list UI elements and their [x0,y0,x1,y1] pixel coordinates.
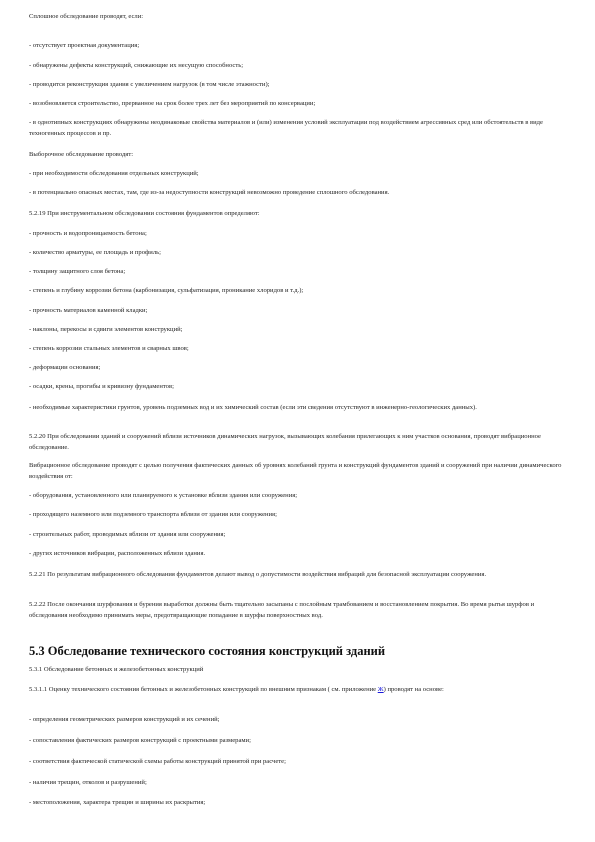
text-paragraph: Выборочное обследование проводят: [29,151,134,158]
list-item: - сопоставления фактических размеров конструкций с проектными размерами; [29,737,251,744]
list-item: - проходящего наземного или подземного транспорта вблизи от здания или сооружения; [29,511,277,518]
list-item: - определения геометрических размеров конструкций и их сечений; [29,716,220,723]
text-paragraph: 5.2.19 При инструментальном обследовании состояния фундаментов определяют: [29,210,260,217]
appendix-link[interactable]: Ж [377,686,384,693]
list-item: - в потенциально опасных местах, там, где из-за недоступности конструкций невозможно проведение сплошного обследования. [29,189,390,196]
list-item: - отсутствует проектная документация; [29,42,140,49]
list-item: - прочность материалов каменной кладки; [29,307,148,314]
list-item: - обнаружены дефекты конструкций, снижающие их несущую способность; [29,62,244,69]
list-item: - других источников вибрации, расположенных вблизи здания. [29,550,206,557]
list-item: - проводится реконструкция здания с увеличением нагрузок (в том числе этажности); [29,81,270,88]
list-item: - количество арматуры, ее площадь и профиль; [29,249,161,256]
text-paragraph: 5.2.21 По результатам вибрационного обследования фундаментов делают вывод о допустимости воздействия вибраций для безопасной эксплуатации сооружения. [29,571,487,578]
list-item: - степень и глубину коррозии бетона (карбонизация, сульфатизация, проникание хлоридов и т.д.); [29,287,304,294]
list-item: - осадки, крены, прогибы и кривизну фундаментов; [29,383,174,390]
section-heading: 5.3 Обследование технического состояния конструкций зданий [29,644,386,658]
text-paragraph: Вибрационное обследование проводят с целью получения фактических данных об уровнях колебаний грунта и конструкций фундаментов зданий и сооружений при наличии динамического воздействия от: [29,462,562,480]
list-item: - строительных работ, проводимых вблизи от здания или сооружения; [29,531,226,538]
list-item: - деформации основания; [29,364,101,371]
text-paragraph: 5.2.22 После окончания шурфования и бурения выработки должны быть тщательно засыпаны с послойным трамбованием и восстановлением покрытия. Во время рытья шурфов и обследования необходимо принимать меры, предотвращающие попадание в шурфы поверхностных вод. [29,601,535,619]
text-paragraph: 5.2.20 При обследовании зданий и сооружений вблизи источников динамических нагрузок, вызывающих колебания прилегающих к ним участков основания, проводят вибрационное обследование. [29,433,541,451]
list-item: - соответствия фактической статической схемы работы конструкций принятой при расчете; [29,758,286,765]
list-item: - прочность и водопроницаемость бетона; [29,230,147,237]
subsection-title: 5.3.1 Обследование бетонных и железобетонных конструкций [29,666,204,673]
text-paragraph [29,684,567,695]
list-item: - местоположения, характера трещин и ширины их раскрытия; [29,799,206,806]
list-item: - оборудования, установленного или планируемого к установке вблизи здания или сооружения; [29,492,298,499]
list-item: - наличия трещин, отколов и разрушений; [29,779,147,786]
list-item: - при необходимости обследования отдельных конструкций; [29,170,199,177]
list-item: - степень коррозии стальных элементов и сварных швов; [29,345,189,352]
paragraph-text-start: 5.3.1.1 Оценку технического состояния бетонных и железобетонных конструкций по внешним признакам ( см. приложение [29,686,378,693]
list-item: - в однотипных конструкциях обнаружены неодинаковые свойства материалов и (или) изменения условий эксплуатации под воздействием агрессивных сред или обстоятельств в виде техногенных процессов и пр. [29,119,543,137]
paragraph-text-end: ) проводят на основе: [383,686,444,693]
list-item: - толщину защитного слоя бетона; [29,268,126,275]
list-item: - необходимые характеристики грунтов, уровень подземных вод и их химический состав (если эти сведения отсутствуют в инженерно-геологических данных). [29,404,477,411]
list-item: - возобновляется строительство, прерванное на срок более трех лет без мероприятий по консервации; [29,100,316,107]
text-paragraph: Сплошное обследование проводят, если: [29,13,144,20]
list-item: - наклоны, перекосы и сдвиги элементов конструкций; [29,326,183,333]
